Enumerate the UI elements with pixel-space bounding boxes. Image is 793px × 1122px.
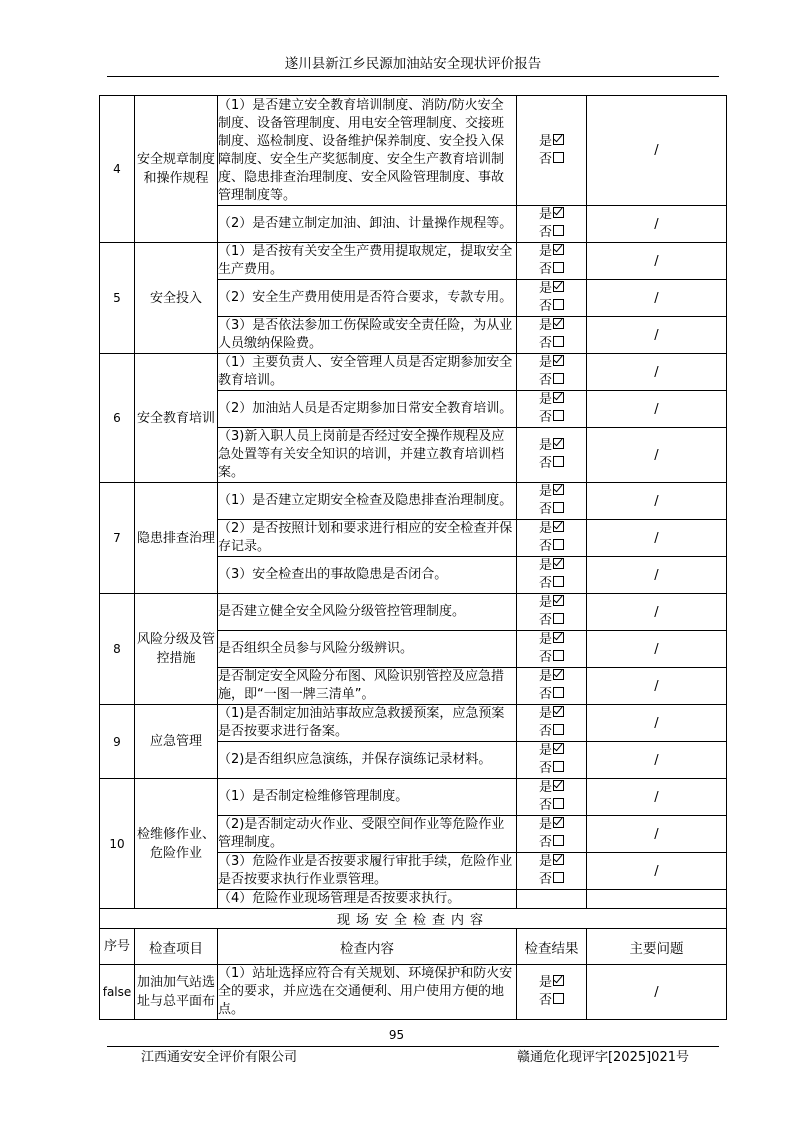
checkbox-icon: [553, 225, 564, 236]
main-problem: /: [587, 965, 727, 1020]
col-header-item: 检查项目: [135, 929, 218, 965]
table-row: [100, 705, 727, 742]
col-header-problem: 主要问题: [587, 929, 727, 965]
footer-company: 江西通安安全评价有限公司: [141, 1050, 298, 1065]
table-row: [100, 779, 727, 816]
result-yes: [539, 816, 564, 834]
check-result: [517, 594, 587, 631]
result-yes: [539, 206, 564, 224]
no-label: 否: [538, 798, 552, 813]
result-no: [539, 455, 564, 473]
result-yes: [539, 243, 564, 261]
main-problem: /: [587, 594, 727, 631]
result-yes: [539, 705, 564, 723]
result-yes: [539, 391, 564, 409]
check-content: （3)新入职人员上岗前是否经过安全操作规程及应急处置等有关安全知识的培训，并建立教育培训档案。: [218, 428, 517, 483]
yes-label: 是: [538, 669, 552, 684]
section-title: 现场安全检查内容: [100, 909, 727, 929]
table-row: [100, 96, 727, 206]
result-options: [539, 631, 564, 667]
check-result: [517, 428, 587, 483]
main-problem: /: [587, 742, 727, 779]
main-problem: /: [587, 557, 727, 594]
checkbox-icon: [553, 872, 564, 883]
yes-label: 是: [538, 392, 552, 407]
result-options: [539, 853, 564, 889]
check-item: 隐患排查治理: [135, 483, 218, 594]
check-content: （3）是否依法参加工伤保险或安全责任险，为从业人员缴纳保险费。: [218, 317, 517, 354]
check-content: （1）站址选择应符合有关规划、环境保护和防火安全的要求，并应选在交通便利、用户使用方便的地点。: [218, 965, 517, 1020]
yes-label: 是: [538, 780, 552, 795]
check-result: [517, 816, 587, 853]
result-options: [539, 133, 564, 169]
yes-label: 是: [538, 743, 552, 758]
yes-label: 是: [538, 318, 552, 333]
result-options: [539, 520, 564, 556]
result-no: [539, 760, 564, 778]
no-label: 否: [538, 456, 552, 471]
result-no: [539, 501, 564, 519]
report-title: 遂川县新江乡民源加油站安全现状评价报告: [284, 56, 542, 72]
check-result: [517, 853, 587, 890]
check-result: [517, 243, 587, 280]
checked-box-icon: [553, 854, 564, 865]
result-options: [539, 206, 564, 242]
item-number: 5: [100, 243, 135, 354]
checked-box-icon: [553, 244, 564, 255]
no-label: 否: [538, 613, 552, 628]
main-problem: /: [587, 206, 727, 243]
checked-box-icon: [553, 281, 564, 292]
checked-box-icon: [553, 817, 564, 828]
checked-box-icon: [553, 558, 564, 569]
result-no: [539, 834, 564, 852]
result-options: [539, 668, 564, 704]
check-item: 安全教育培训: [135, 354, 218, 483]
check-content: （1）是否制定检维修管理制度。: [218, 779, 517, 816]
page-header: [107, 54, 719, 77]
no-label: 否: [538, 687, 552, 702]
check-content: （2）是否建立制定加油、卸油、计量操作规程等。: [218, 206, 517, 243]
checkbox-icon: [553, 687, 564, 698]
yes-label: 是: [538, 438, 552, 453]
result-options: [539, 742, 564, 778]
checkbox-icon: [553, 993, 564, 1004]
check-result: [517, 631, 587, 668]
check-content: （4）危险作业现场管理是否按要求执行。: [218, 890, 517, 909]
check-content: 是否建立健全安全风险分级管控管理制度。: [218, 594, 517, 631]
checked-box-icon: [553, 521, 564, 532]
check-content: （1）是否按有关安全生产费用提取规定，提取安全生产费用。: [218, 243, 517, 280]
check-result: [517, 890, 587, 909]
no-label: 否: [538, 872, 552, 887]
result-options: [539, 779, 564, 815]
table-row: [100, 965, 727, 1020]
check-item: 加油加气站选址与总平面布: [135, 965, 218, 1020]
result-no: [539, 151, 564, 169]
result-yes: [539, 631, 564, 649]
result-yes: [539, 594, 564, 612]
checkbox-icon: [553, 798, 564, 809]
result-options: [539, 483, 564, 519]
result-options: [539, 280, 564, 316]
yes-label: 是: [538, 281, 552, 296]
check-content: （1）是否建立定期安全检查及隐患排查治理制度。: [218, 483, 517, 520]
table-row: [100, 483, 727, 520]
result-no: [539, 723, 564, 741]
checkbox-icon: [553, 576, 564, 587]
result-no: [539, 298, 564, 316]
checkbox-icon: [553, 650, 564, 661]
no-label: 否: [538, 502, 552, 517]
checkbox-icon: [553, 262, 564, 273]
check-result: [517, 668, 587, 705]
no-label: 否: [538, 262, 552, 277]
table-row: [100, 594, 727, 631]
main-problem: /: [587, 391, 727, 428]
result-options: [539, 391, 564, 427]
item-number: 8: [100, 594, 135, 705]
checkbox-icon: [553, 456, 564, 467]
check-content: （2）加油站人员是否定期参加日常安全教育培训。: [218, 391, 517, 428]
result-options: [539, 974, 564, 1010]
yes-label: 是: [538, 817, 552, 832]
result-no: [539, 871, 564, 889]
no-label: 否: [538, 299, 552, 314]
main-problem: /: [587, 853, 727, 890]
item-number: 7: [100, 483, 135, 594]
result-yes: [539, 779, 564, 797]
main-problem: /: [587, 354, 727, 391]
main-problem: /: [587, 317, 727, 354]
check-content: （2)是否制定动火作业、受限空间作业等危险作业管理制度。: [218, 816, 517, 853]
result-yes: [539, 853, 564, 871]
yes-label: 是: [538, 484, 552, 499]
result-options: [539, 437, 564, 473]
checkbox-icon: [553, 336, 564, 347]
result-yes: [539, 974, 564, 992]
item-number: 9: [100, 705, 135, 779]
check-content: （1)是否制定加油站事故应急救援预案，应急预案是否按要求进行备案。: [218, 705, 517, 742]
checked-box-icon: [553, 669, 564, 680]
main-problem: /: [587, 668, 727, 705]
check-result: [517, 742, 587, 779]
item-number: 10: [100, 779, 135, 909]
yes-label: 是: [538, 975, 552, 990]
yes-label: 是: [538, 706, 552, 721]
main-problem: /: [587, 520, 727, 557]
result-no: [539, 224, 564, 242]
page-number: 95: [388, 1028, 405, 1042]
main-problem: /: [587, 280, 727, 317]
checked-box-icon: [553, 975, 564, 986]
yes-label: 是: [538, 133, 552, 149]
no-label: 否: [538, 835, 552, 850]
check-result: [517, 206, 587, 243]
result-options: [539, 317, 564, 353]
no-label: 否: [538, 724, 552, 739]
yes-label: 是: [538, 632, 552, 647]
result-no: [539, 372, 564, 390]
no-label: 否: [538, 539, 552, 554]
checked-box-icon: [553, 780, 564, 791]
check-content: （2）安全生产费用使用是否符合要求，专款专用。: [218, 280, 517, 317]
result-options: [539, 243, 564, 279]
result-no: [539, 649, 564, 667]
table-row: [100, 243, 727, 280]
result-options: [539, 816, 564, 852]
checked-box-icon: [553, 706, 564, 717]
no-label: 否: [538, 225, 552, 240]
main-problem: /: [587, 631, 727, 668]
result-no: [539, 686, 564, 704]
item-number: 4: [100, 96, 135, 243]
yes-label: 是: [538, 244, 552, 259]
checkbox-icon: [553, 724, 564, 735]
result-yes: [539, 354, 564, 372]
check-item: 应急管理: [135, 705, 218, 779]
result-no: [539, 992, 564, 1010]
checked-box-icon: [553, 438, 564, 449]
check-content: （2）是否按照计划和要求进行相应的安全检查并保存记录。: [218, 520, 517, 557]
check-result: [517, 280, 587, 317]
main-problem: [587, 890, 727, 909]
checked-box-icon: [553, 318, 564, 329]
checked-box-icon: [553, 595, 564, 606]
result-no: [539, 335, 564, 353]
checkbox-icon: [553, 539, 564, 550]
footer-doc-number: 赣通危化现评字[2025]021号: [516, 1050, 689, 1065]
col-header-content: 检查内容: [218, 929, 517, 965]
checkbox-icon: [553, 410, 564, 421]
check-result: [517, 483, 587, 520]
result-yes: [539, 742, 564, 760]
result-yes: [539, 437, 564, 455]
main-problem: /: [587, 96, 727, 206]
checked-box-icon: [553, 207, 564, 218]
checked-box-icon: [553, 355, 564, 366]
check-content: （1）主要负责人、安全管理人员是否定期参加安全教育培训。: [218, 354, 517, 391]
result-no: [539, 538, 564, 556]
check-result: [517, 354, 587, 391]
checkbox-icon: [553, 761, 564, 772]
item-number: false: [100, 965, 135, 1020]
yes-label: 是: [538, 558, 552, 573]
col-header-result: 检查结果: [517, 929, 587, 965]
checkbox-icon: [553, 373, 564, 384]
result-options: [539, 705, 564, 741]
no-label: 否: [538, 576, 552, 591]
result-options: [539, 594, 564, 630]
result-yes: [539, 317, 564, 335]
check-result: [517, 96, 587, 206]
checkbox-icon: [553, 299, 564, 310]
check-content: （2)是否组织应急演练，并保存演练记录材料。: [218, 742, 517, 779]
section-title-row: [100, 909, 727, 929]
col-header-no: 序号: [100, 929, 135, 965]
check-result: [517, 965, 587, 1020]
main-problem: /: [587, 705, 727, 742]
item-number: 6: [100, 354, 135, 483]
main-problem: /: [587, 816, 727, 853]
checklist-table: [99, 95, 727, 1020]
check-content: （1）是否建立安全教育培训制度、消防/防火安全制度、设备管理制度、用电安全管理制度、交接班制度、巡检制度、设备维护保养制度、安全投入保障制度、安全生产奖惩制度、安全生产教育培训制度、隐患排查治理制度、安全风险管理制度、事故管理制度等。: [218, 96, 517, 206]
check-result: [517, 779, 587, 816]
check-result: [517, 317, 587, 354]
check-result: [517, 705, 587, 742]
yes-label: 是: [538, 521, 552, 536]
header-row: [100, 929, 727, 965]
yes-label: 是: [538, 854, 552, 869]
check-content: 是否制定安全风险分布图、风险识别管控及应急措施，即“一图一牌三清单”。: [218, 668, 517, 705]
check-result: [517, 557, 587, 594]
result-no: [539, 797, 564, 815]
no-label: 否: [538, 410, 552, 425]
checked-box-icon: [553, 743, 564, 754]
checkbox-icon: [553, 152, 564, 163]
page-footer: [107, 1046, 719, 1069]
yes-label: 是: [538, 355, 552, 370]
result-yes: [539, 668, 564, 686]
no-label: 否: [538, 373, 552, 388]
main-problem: /: [587, 243, 727, 280]
checked-box-icon: [553, 632, 564, 643]
result-options: [539, 354, 564, 390]
no-label: 否: [538, 336, 552, 351]
check-content: （3）安全检查出的事故隐患是否闭合。: [218, 557, 517, 594]
check-content: （3）危险作业是否按要求履行审批手续，危险作业是否按要求执行作业票管理。: [218, 853, 517, 890]
result-no: [539, 575, 564, 593]
checked-box-icon: [553, 484, 564, 495]
no-label: 否: [538, 993, 552, 1008]
result-yes: [539, 280, 564, 298]
checkbox-icon: [553, 502, 564, 513]
result-yes: [539, 520, 564, 538]
main-problem: /: [587, 779, 727, 816]
no-label: 否: [538, 650, 552, 665]
result-no: [539, 261, 564, 279]
result-options: [539, 557, 564, 593]
result-no: [539, 612, 564, 630]
main-problem: /: [587, 483, 727, 520]
yes-label: 是: [538, 207, 552, 222]
table-row: [100, 354, 727, 391]
check-result: [517, 391, 587, 428]
result-yes: [539, 133, 564, 151]
check-item: 风险分级及管控措施: [135, 594, 218, 705]
check-content: 是否组织全员参与风险分级辨识。: [218, 631, 517, 668]
result-yes: [539, 557, 564, 575]
checked-box-icon: [553, 134, 564, 145]
checked-box-icon: [553, 392, 564, 403]
checkbox-icon: [553, 835, 564, 846]
check-item: 检维修作业、危险作业: [135, 779, 218, 909]
no-label: 否: [538, 151, 552, 167]
check-item: 安全投入: [135, 243, 218, 354]
no-label: 否: [538, 761, 552, 776]
main-problem: /: [587, 428, 727, 483]
check-item: 安全规章制度和操作规程: [135, 96, 218, 243]
yes-label: 是: [538, 595, 552, 610]
checkbox-icon: [553, 613, 564, 624]
result-no: [539, 409, 564, 427]
check-result: [517, 520, 587, 557]
result-yes: [539, 483, 564, 501]
